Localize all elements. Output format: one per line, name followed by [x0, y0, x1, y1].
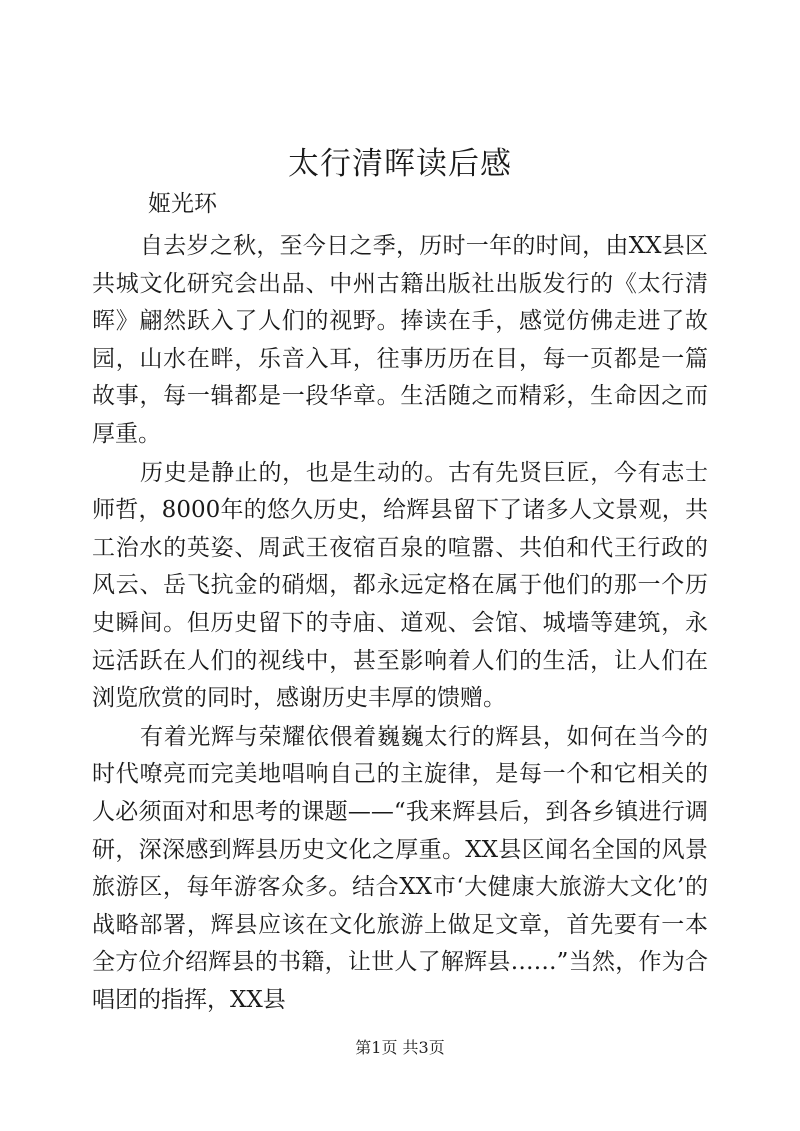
- paragraph-3: 有着光辉与荣耀依偎着巍巍太行的辉县，如何在当今的时代嘹亮而完美地唱响自己的主旋律，是每一个和它相关的人必须面对和思考的课题——“我来辉县后，到各乡镇进行调研，深深感到辉县历史文化之厚重。XX县区闻名全国的风景旅游区，每年游客众多。结合XX市‘大健康大旅游大文化’的战略部署，辉县应该在文化旅游上做足文章，首先要有一本全方位介绍辉县的书籍，让世人了解辉县……”当然，作为合唱团的指挥，XX县: [92, 723, 708, 1013]
- document-title: 太行清晖读后感: [288, 146, 512, 182]
- paragraph-1: 自去岁之秋，至今日之季，历时一年的时间，由XX县区共城文化研究会出品、中州古籍出版社出版发行的《太行清晖》翩然跃入了人们的视野。捧读在手，感觉仿佛走进了故园，山水在畔，乐音入耳，往事历历在目，每一页都是一篇故事，每一辑都是一段华章。生活随之而精彩，生命因之而厚重。: [92, 233, 708, 447]
- paragraph-2: 历史是静止的，也是生动的。古有先贤巨匠，今有志士师哲，8000年的悠久历史，给辉县留下了诸多人文景观，共工治水的英姿、周武王夜宿百泉的喧嚣、共伯和代王行政的风云、岳飞抗金的硝烟，都永远定格在属于他们的那一个历史瞬间。但历史留下的寺庙、道观、会馆、城墙等建筑，永远活跃在人们的视线中，甚至影响着人们的生活，让人们在浏览欣赏的同时，感谢历史丰厚的馈赠。: [92, 459, 708, 712]
- document-body: [92, 228, 708, 1020]
- page-number-footer: 第1页 共3页: [355, 1038, 445, 1057]
- author-name: 姬光环: [148, 191, 217, 217]
